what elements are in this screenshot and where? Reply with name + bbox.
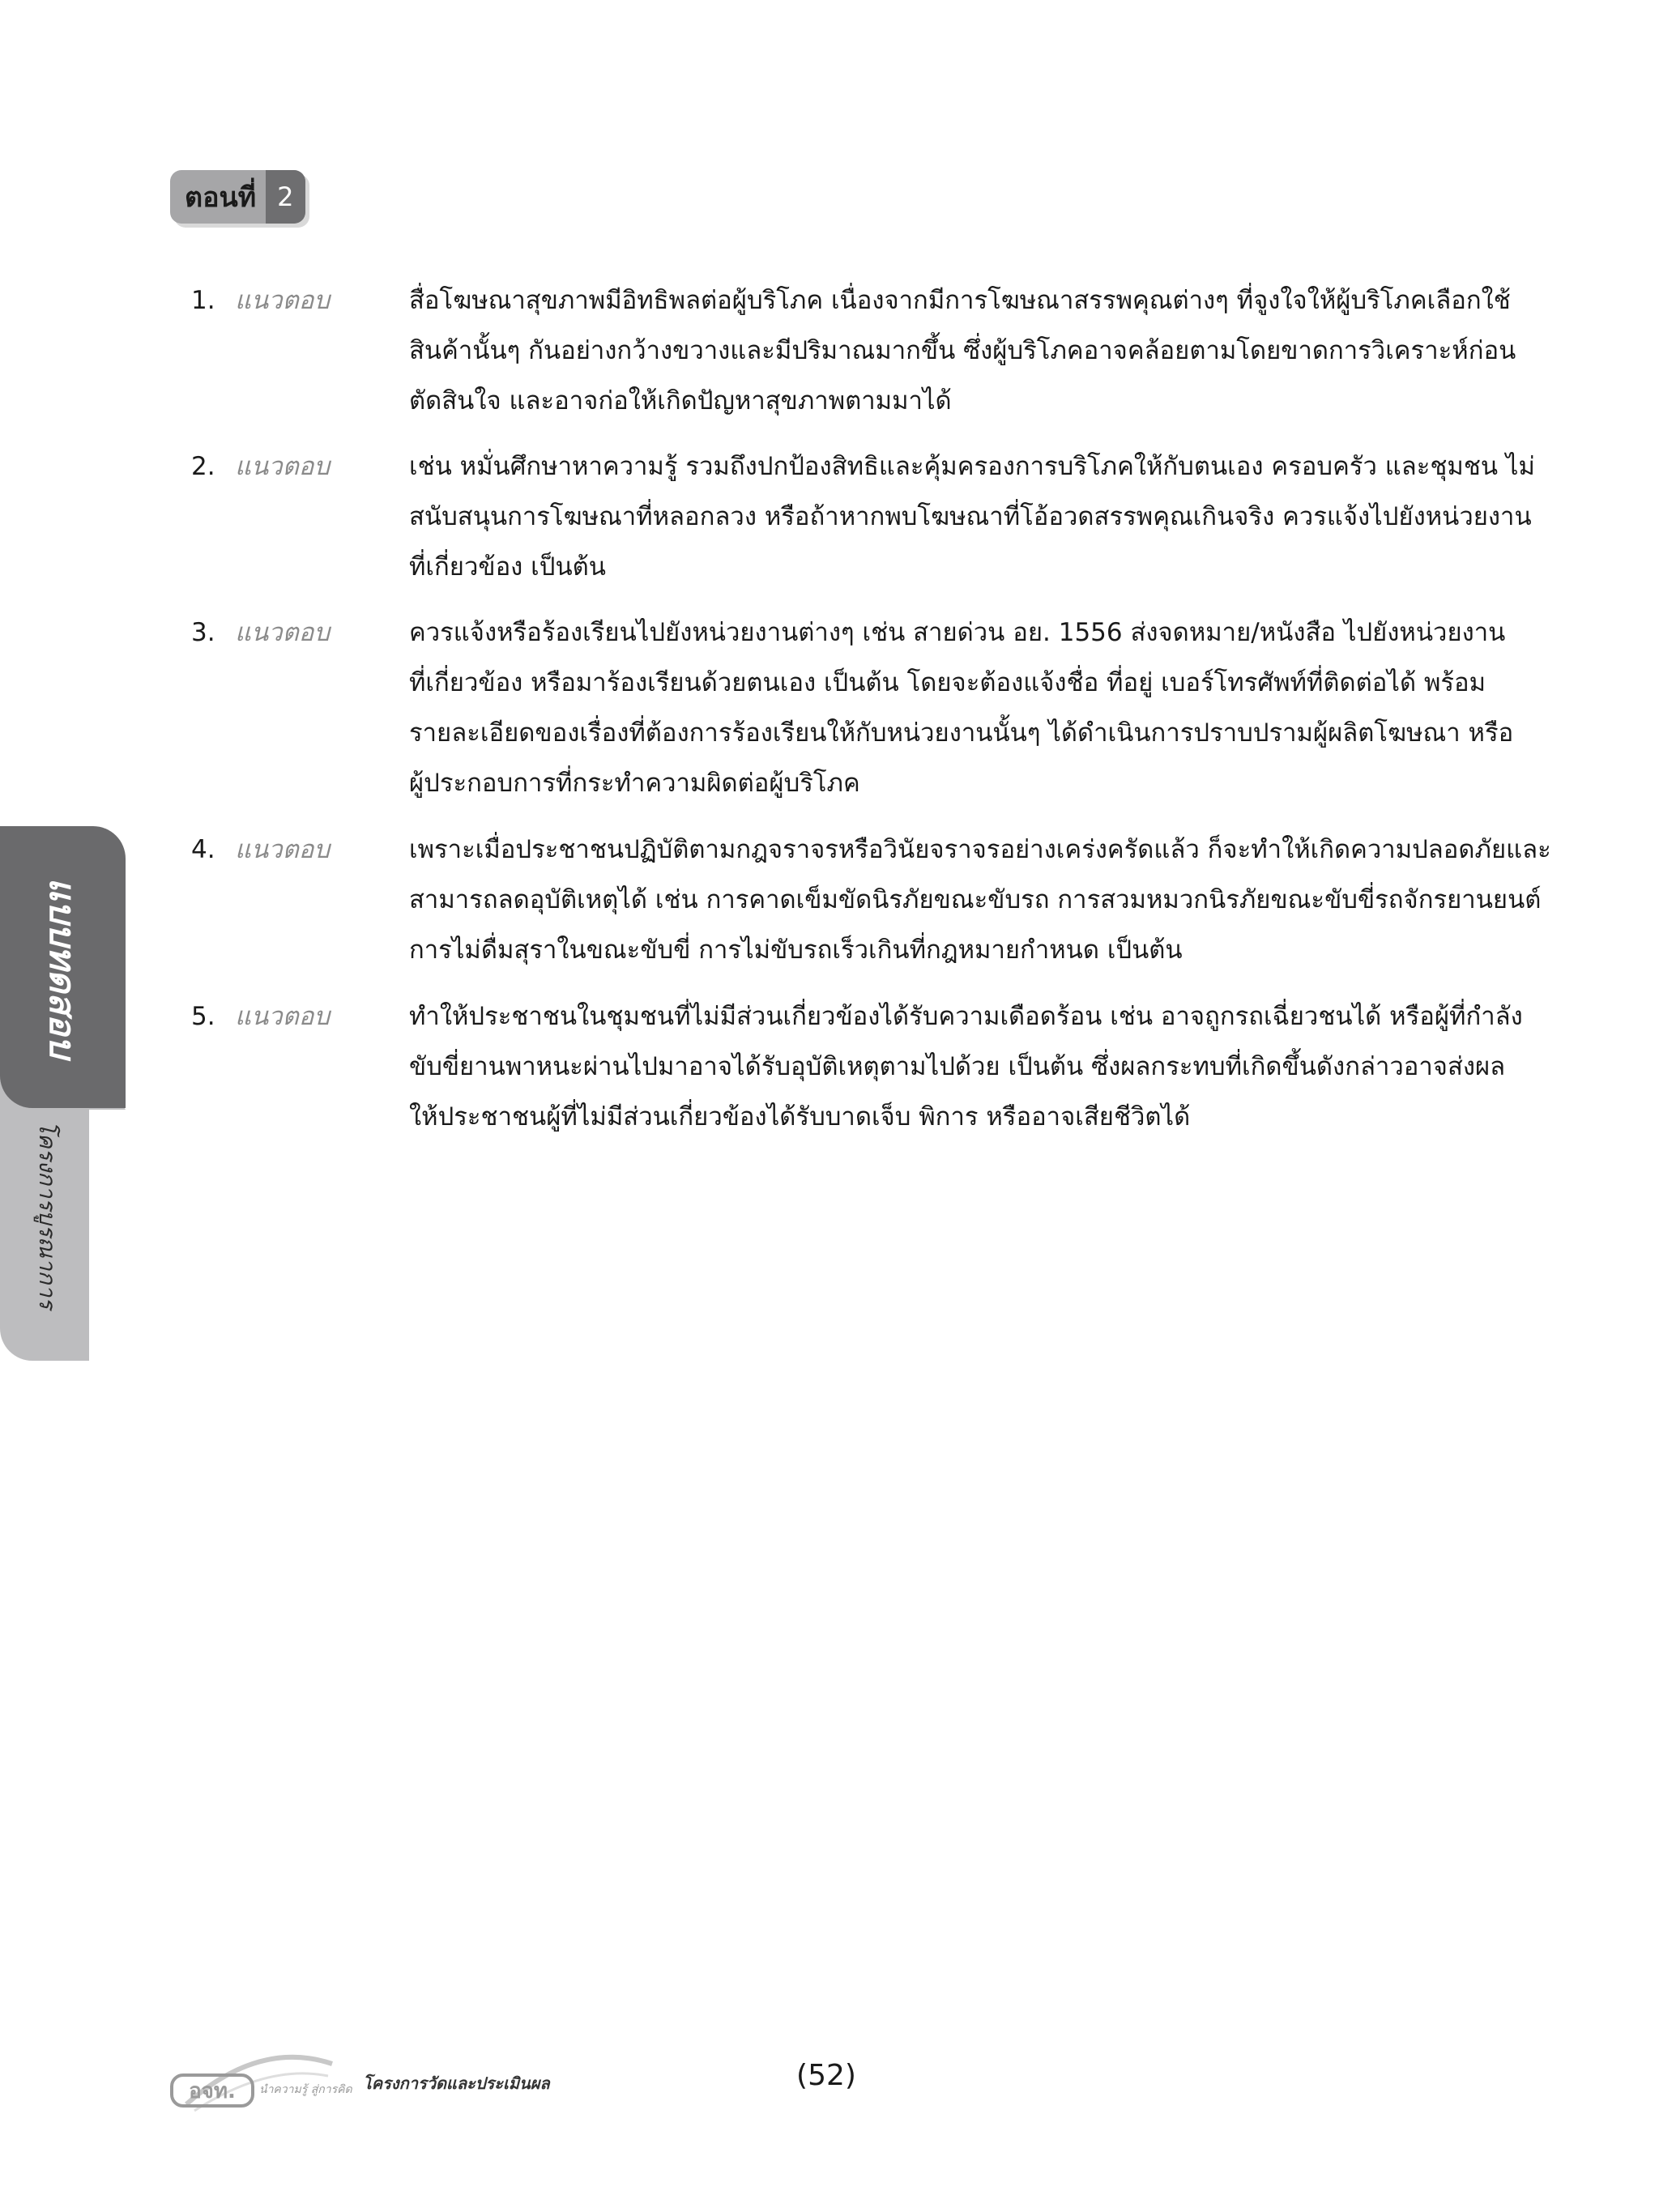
- answer-line: สามารถลดอุบัติเหตุได้ เช่น การคาดเข็มขัดนิรภัยขณะขับรถ การสวมหมวกนิรภัยขณะขับขี่รถจักรยานยนต์: [409, 885, 1542, 914]
- answer-line: สื่อโฆษณาสุขภาพมีอิทธิพลต่อผู้บริโภค เนื่องจากมีการโฆษณาสรรพคุณต่างๆ ที่จูงใจให้ผู้บริโภคเลือกใช้: [409, 286, 1511, 315]
- answer-line: ให้ประชาชนผู้ที่ไม่มีส่วนเกี่ยวข้องได้รับบาดเจ็บ พิการ หรืออาจเสียชีวิตได้: [409, 1102, 1191, 1132]
- section-number: 2: [266, 170, 305, 224]
- logo-slogan: นำความรู้ สู่การคิด: [259, 2083, 352, 2096]
- answer-line: ขับขี่ยานพาหนะผ่านไปมาอาจได้รับอุบัติเหตุตามไปด้วย เป็นต้น ซึ่งผลกระทบที่เกิดขึ้นดังกล่าวอาจส่งผล: [409, 1052, 1506, 1081]
- side-tab-sub-label: โครงการบูรณาการ: [34, 1120, 61, 1310]
- answer-tag: แนวตอบ: [235, 286, 331, 315]
- section-label: ตอนที่: [185, 181, 257, 214]
- page-number: (52): [796, 2059, 856, 2092]
- answer-number: 2.: [191, 452, 215, 481]
- answer-line: ตัดสินใจ และอาจก่อให้เกิดปัญหาสุขภาพตามมาได้: [409, 386, 952, 416]
- answer-line: เพราะเมื่อประชาชนปฏิบัติตามกฎจราจรหรือวินัยจราจรอย่างเคร่งครัดแล้ว ก็จะทำให้เกิดความปลอดภัยและ: [409, 835, 1551, 864]
- answer-line: สินค้านั้นๆ กันอย่างกว้างขวางและมีปริมาณมากขึ้น ซึ่งผู้บริโภคอาจคล้อยตามโดยขาดการวิเคราะห์ก่อน: [409, 336, 1516, 365]
- answer-line: ที่เกี่ยวข้อง เป็นต้น: [409, 552, 606, 582]
- answer-number: 4.: [191, 835, 215, 864]
- footer-project-name: โครงการวัดและประเมินผล: [363, 2073, 550, 2093]
- answer-line: สนับสนุนการโฆษณาที่หลอกลวง หรือถ้าหากพบโฆษณาที่โอ้อวดสรรพคุณเกินจริง ควรแจ้งไปยังหน่วยงาน: [409, 502, 1532, 531]
- answer-number: 1.: [191, 286, 215, 315]
- answer-tag: แนวตอบ: [235, 835, 331, 864]
- answer-line: รายละเอียดของเรื่องที่ต้องการร้องเรียนให้กับหน่วยงานนั้นๆ ได้ดำเนินการปราบปรามผู้ผลิตโฆษณา หรือ: [409, 718, 1514, 748]
- answer-tag: แนวตอบ: [235, 618, 331, 647]
- section-badge: [170, 170, 305, 224]
- answer-line: เช่น หมั่นศึกษาหาความรู้ รวมถึงปกป้องสิทธิและคุ้มครองการบริโภคให้กับตนเอง ครอบครัว และชุมชน ไม่: [409, 452, 1535, 481]
- answer-tag: แนวตอบ: [235, 1002, 331, 1031]
- publisher-logo: [170, 2048, 352, 2120]
- answer-line: การไม่ดื่มสุราในขณะขับขี่ การไม่ขับรถเร็วเกินที่กฎหมายกำหนด เป็นต้น: [409, 936, 1183, 965]
- answer-line: ที่เกี่ยวข้อง หรือมาร้องเรียนด้วยตนเอง เป็นต้น โดยจะต้องแจ้งชื่อ ที่อยู่ เบอร์โทรศัพท์ที่ติดต่อได้ พร้อม: [409, 668, 1486, 697]
- answer-number: 5.: [191, 1002, 215, 1031]
- answer-tag: แนวตอบ: [235, 452, 331, 481]
- side-tab-main-label: แบบทดสอบ: [41, 877, 83, 1059]
- logo-text: อจท.: [189, 2079, 236, 2103]
- answer-line: ผู้ประกอบการที่กระทำความผิดต่อผู้บริโภค: [409, 769, 860, 798]
- answer-number: 3.: [191, 618, 215, 647]
- answer-line: ควรแจ้งหรือร้องเรียนไปยังหน่วยงานต่างๆ เช่น สายด่วน อย. 1556 ส่งจดหมาย/หนังสือ ไปยังหน่วยงาน: [409, 618, 1506, 647]
- answer-line: ทำให้ประชาชนในชุมชนที่ไม่มีส่วนเกี่ยวข้องได้รับความเดือดร้อน เช่น อาจถูกรถเฉี่ยวชนได้ หรือผู้ที่กำลัง: [409, 1002, 1523, 1031]
